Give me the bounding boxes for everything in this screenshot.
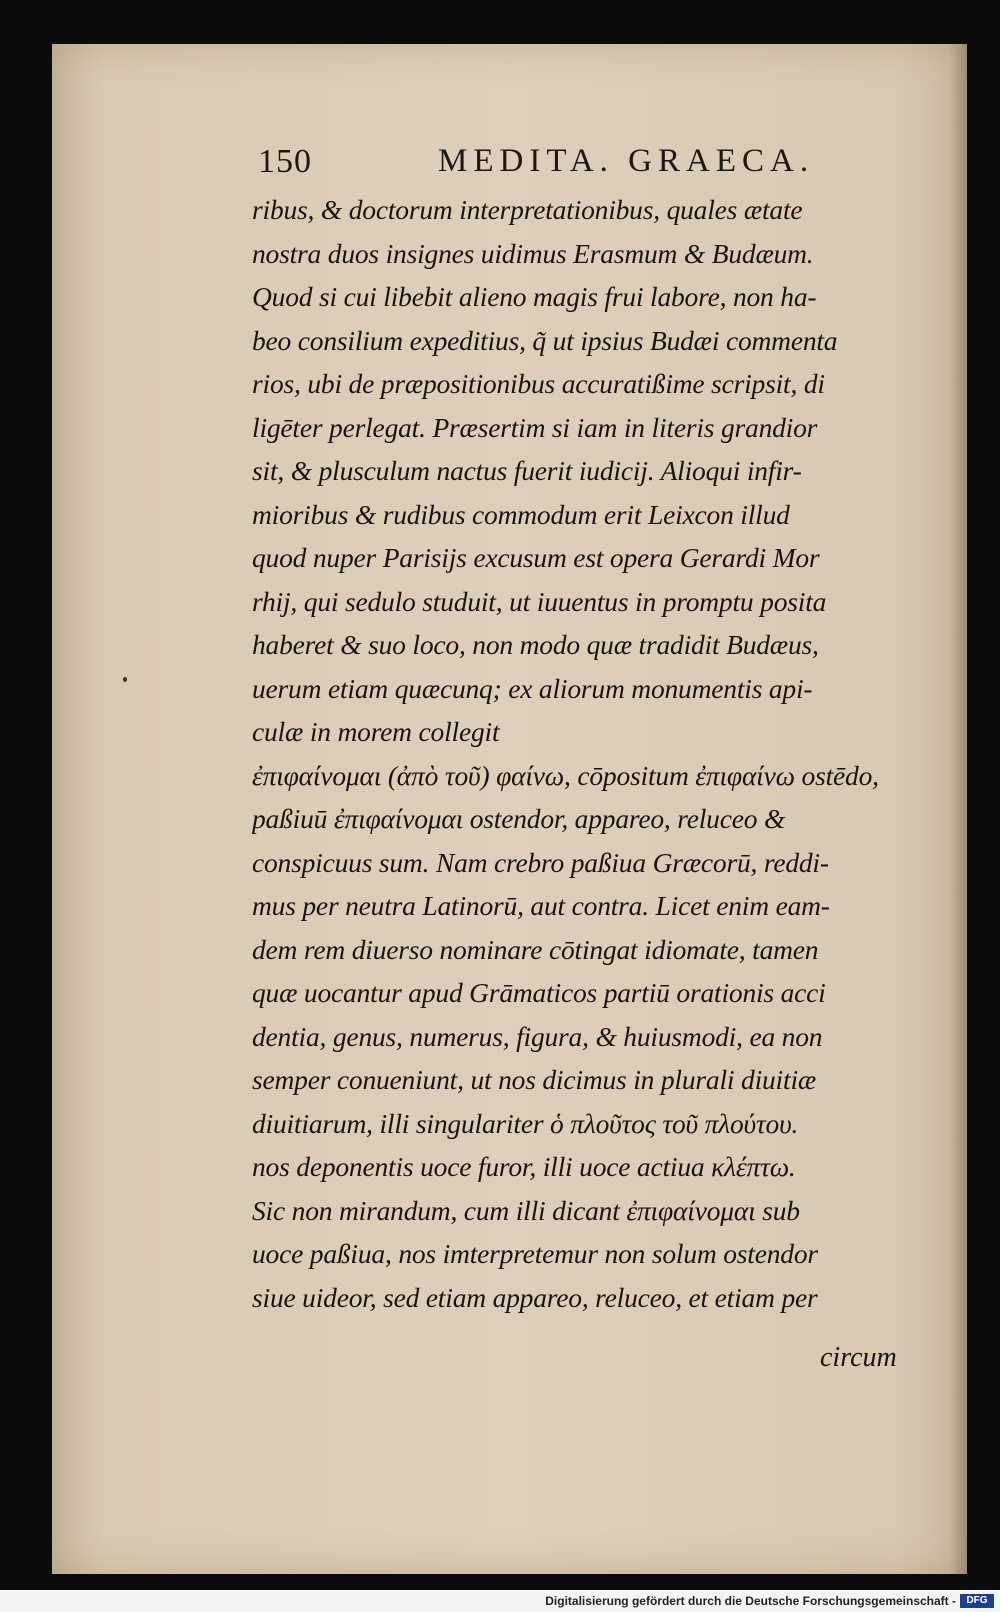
text-line: nos deponentis uoce furor, illi uoce actiua κλέπτω. bbox=[252, 1151, 796, 1182]
text-line: Quod si cui libebit alieno magis frui labore, non ha- bbox=[252, 281, 817, 312]
text-line: culæ in morem collegit bbox=[252, 716, 500, 747]
text-line: rhij, qui sedulo studuit, ut iuuentus in promptu posita bbox=[252, 585, 827, 617]
ink-speck bbox=[123, 677, 127, 682]
text-line: siue uideor, sed etiam appareo, reluceo, et etiam per bbox=[252, 1281, 818, 1313]
text-line: Sic non mirandum, cum illi dicant ἐπιφαίνομαι sub bbox=[252, 1194, 800, 1226]
page-number: 150 bbox=[258, 143, 312, 180]
text-line: ribus, & doctorum interpretationibus, quales ætate bbox=[252, 194, 803, 225]
catchword: circum bbox=[820, 1342, 897, 1373]
text-line: dentia, genus, numerus, figura, & huiusmodi, ea non bbox=[252, 1020, 823, 1052]
digitization-footer bbox=[0, 1590, 1000, 1612]
text-line: dem rem diuerso nominare cōtingat idiomate, tamen bbox=[252, 933, 819, 965]
body-text bbox=[252, 188, 912, 1319]
text-line: conspicuus sum. Nam crebro paßiua Græcorū, reddi- bbox=[252, 846, 829, 878]
text-line: uerum etiam quæcunq; ex aliorum monumentis api- bbox=[252, 672, 813, 704]
text-line: semper conueniunt, ut nos dicimus in plurali diuitiæ bbox=[252, 1064, 817, 1095]
text-line: uoce paßiua, nos imterpretemur non solum ostendor bbox=[252, 1238, 818, 1269]
running-head: MEDITA. GRAECA. bbox=[438, 143, 815, 179]
text-line: beo consilium expeditius, q̃ ut ipsius Budæi commenta bbox=[252, 324, 838, 356]
text-line: paßiuū ἐπιφαίνομαι ostendor, appareo, reluceo & bbox=[252, 803, 786, 834]
text-line: mus per neutra Latinorū, aut contra. Licet enim eam- bbox=[252, 890, 830, 921]
funding-credit: Digitalisierung gefördert durch die Deutsche Forschungsgemeinschaft - bbox=[545, 1594, 956, 1608]
text-line: rios, ubi de præpositionibus accuratißime scripsit, di bbox=[252, 368, 825, 399]
text-line: ligēter perlegat. Præsertim si iam in literis grandior bbox=[252, 411, 818, 443]
text-line: ἐπιφαίνομαι (ἀπὸ τοῦ) φαίνω, cōpositum ἐπιφαίνω ostēdo, bbox=[252, 759, 879, 791]
text-line: sit, & plusculum nactus fuerit iudicij. Alioqui infir- bbox=[252, 455, 802, 486]
dfg-logo: DFG bbox=[960, 1594, 994, 1608]
text-line: diuitiarum, illi singulariter ὁ πλοῦτος τοῦ πλούτου. bbox=[252, 1107, 799, 1139]
text-line: quod nuper Parisijs excusum est opera Gerardi Mor bbox=[252, 542, 820, 573]
text-line: mioribus & rudibus commodum erit Leixcon illud bbox=[252, 498, 790, 530]
text-line: quæ uocantur apud Grāmaticos partiū orationis acci bbox=[252, 977, 826, 1008]
text-line: nostra duos insignes uidimus Erasmum & Budæum. bbox=[252, 237, 814, 269]
text-line: haberet & suo loco, non modo quæ tradidit Budæus, bbox=[252, 629, 819, 660]
page-header bbox=[258, 143, 878, 193]
